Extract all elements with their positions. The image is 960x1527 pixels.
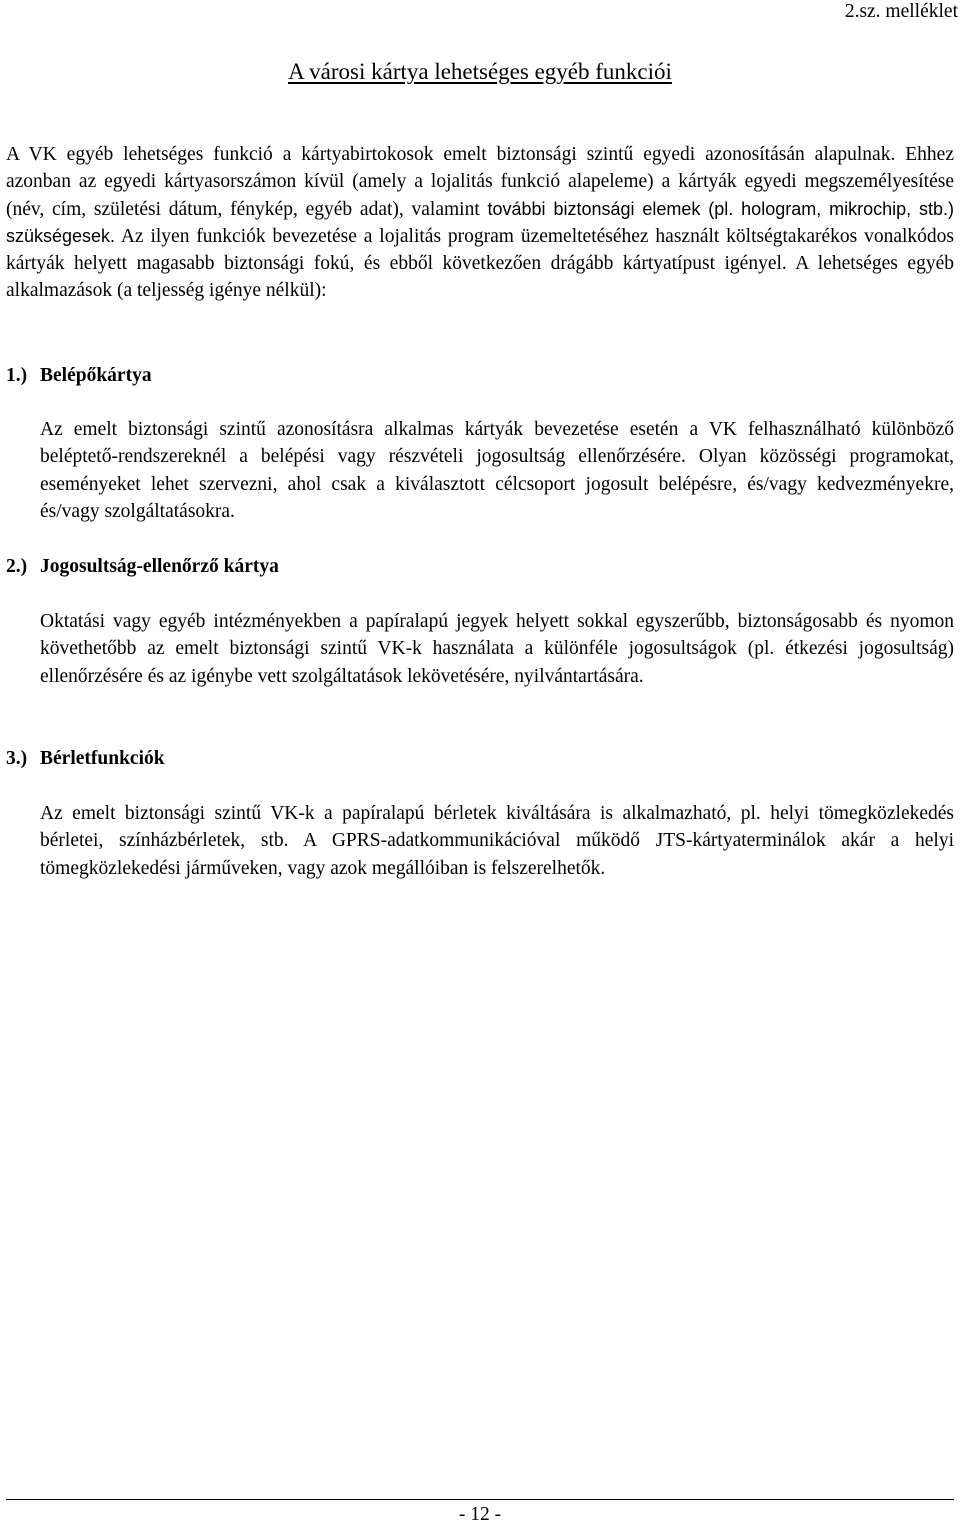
section-body-1: Az emelt biztonsági szintű azonosításra alkalmas kártyák bevezetése esetén a VK felhasználható különböző beléptető-rendszereknél a belépési vagy részvételi jogosultság ellenőrzésére. Olyan közösségi programokat, eseményeket lehet szervezni, ahol csak a kiválasztott célcsoport jogosult belépésre, és/vagy kedvezményekre, és/vagy szolgáltatásokra. bbox=[40, 419, 954, 522]
section-body-2: Oktatási vagy egyéb intézményekben a papíralapú jegyek helyett sokkal egyszerűbb, biztonságosabb és nyomon követhetőbb az emelt biztonsági szintű VK-k használata a különféle jogosultságok (pl. étkezési jogosultság) ellenőrzésére és az igénybe vett szolgáltatások lekövetésére, nyilvántartására. bbox=[40, 611, 954, 687]
section-title: Bérletfunkciók bbox=[40, 748, 165, 769]
document-title bbox=[0, 58, 960, 86]
intro-text-part3: Az ilyen funkciók bevezetése a lojalitás program üzemeltetéséhez használt költségtakarékos vonalkódos kártyák helyett magasabb biztonsági fokú, és ebből következően drágább kártyatípust igényel. A lehetséges egyéb alkalmazások (a teljesség igénye nélkül): bbox=[6, 225, 954, 302]
section-number: 3.) bbox=[6, 748, 28, 769]
section-title: Jogosultság-ellenőrző kártya bbox=[40, 556, 279, 577]
intro-paragraph bbox=[6, 141, 954, 305]
intro-text-part2: további biztonsági elemek (pl. hologram, mikrochip, stb.) szükségesek. bbox=[6, 198, 955, 246]
annex-label: 2.sz. melléklet bbox=[844, 1, 958, 22]
footer-divider bbox=[6, 1499, 954, 1500]
page-number: - 12 - bbox=[458, 1504, 502, 1525]
section-heading-3 bbox=[6, 746, 165, 772]
section-number: 1.) bbox=[6, 365, 28, 386]
section-body-3: Az emelt biztonsági szintű VK-k a papíralapú bérletek kiváltására is alkalmazható, pl. helyi tömegközlekedés bérletei, színházbérletek, stb. A GPRS-adatkommunikációval működő JTS-kártyaterminálok akár a helyi tömegközlekedési járműveken, vagy azok megállóiban is felszerelhetők. bbox=[40, 803, 954, 879]
section-heading-1 bbox=[6, 363, 152, 389]
section-heading-2 bbox=[6, 554, 279, 580]
section-title: Belépőkártya bbox=[40, 365, 152, 386]
section-number: 2.) bbox=[6, 556, 28, 577]
document-title-text: A városi kártya lehetséges egyéb funkciói bbox=[288, 59, 672, 84]
intro-text-part1: A VK egyéb lehetséges funkció a kártyabirtokosok emelt biztonsági szintű egyedi azonosításán alapulnak. Ehhez azonban az egyedi kártyasorszámon kívül (amely a lojalitás funkció alapeleme) a kártyák egyedi megszemélyesítése (név, cím, születési dátum, fénykép, egyéb adat), valamint bbox=[6, 144, 954, 220]
